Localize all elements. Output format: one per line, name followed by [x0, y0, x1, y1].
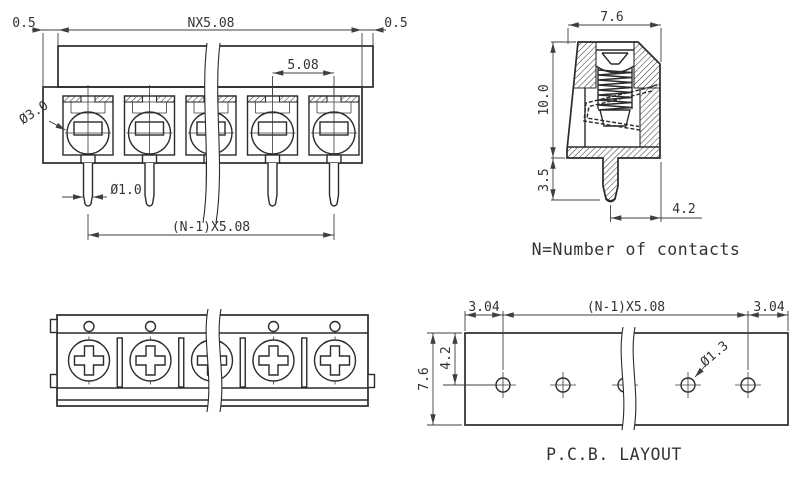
terminal-body-front — [43, 43, 373, 223]
dim-label-hole-offset: 4.2 — [439, 346, 454, 370]
partition-slot — [240, 338, 245, 387]
dim-label-body-width: 7.6 — [600, 10, 624, 25]
dim-label-right-hole-offset: 3.04 — [753, 300, 785, 315]
terminal-unit — [63, 85, 113, 206]
pcb-dimensions — [417, 300, 788, 425]
partition-slot — [302, 338, 307, 387]
terminal-body-section — [567, 42, 660, 202]
dim-label-hole-span: (N-1)X5.08 — [586, 300, 666, 315]
dim-label-pin-length: 3.5 — [537, 168, 552, 192]
dim-label-board-height: 7.6 — [417, 367, 432, 391]
dim-label-opening-dia: Ø3.0 — [16, 98, 52, 128]
screw-top — [69, 322, 110, 385]
dim-label-body-height: 10.0 — [537, 84, 552, 116]
pcb-caption: P.C.B. LAYOUT — [546, 445, 682, 464]
screw-top — [315, 322, 356, 385]
right-lower-wall-hatch — [640, 88, 660, 147]
dim-label-pin-offset: 4.2 — [672, 202, 696, 217]
contacts-note: N=Number of contacts — [531, 240, 741, 259]
dim-label-pitch: 5.08 — [287, 58, 319, 73]
pcb-hole — [550, 372, 576, 398]
right-wall-hatch — [634, 42, 660, 88]
pcb-view — [417, 300, 788, 464]
dim-label-hole-dia: Ø1.3 — [697, 338, 732, 371]
screw-top — [253, 322, 294, 385]
dim-label-pitch-total: NX5.08 — [187, 16, 235, 31]
pcb-hole — [735, 372, 761, 398]
screw-slot — [602, 53, 628, 64]
side-tab — [368, 375, 375, 388]
side-view — [532, 10, 741, 259]
dim-label-pin-dia: Ø1.0 — [110, 183, 142, 198]
pcb-hole — [675, 372, 701, 398]
screw-top — [130, 322, 171, 385]
front-view — [12, 16, 407, 240]
terminal-unit — [309, 85, 359, 206]
dim-label-span: (N-1)X5.08 — [171, 220, 251, 235]
terminal-unit — [248, 85, 298, 206]
dim-label-right-margin: 0.5 — [384, 16, 408, 31]
screw-threads — [598, 70, 632, 110]
partition-slot — [179, 338, 184, 387]
dim-label-left-hole-offset: 3.04 — [468, 300, 500, 315]
dim-label-left-margin: 0.5 — [12, 16, 36, 31]
partition-slot — [117, 338, 122, 387]
side-tab — [51, 375, 58, 388]
side-tab — [51, 320, 58, 333]
top-view — [51, 309, 375, 412]
base-and-pin-hatch — [567, 147, 660, 201]
